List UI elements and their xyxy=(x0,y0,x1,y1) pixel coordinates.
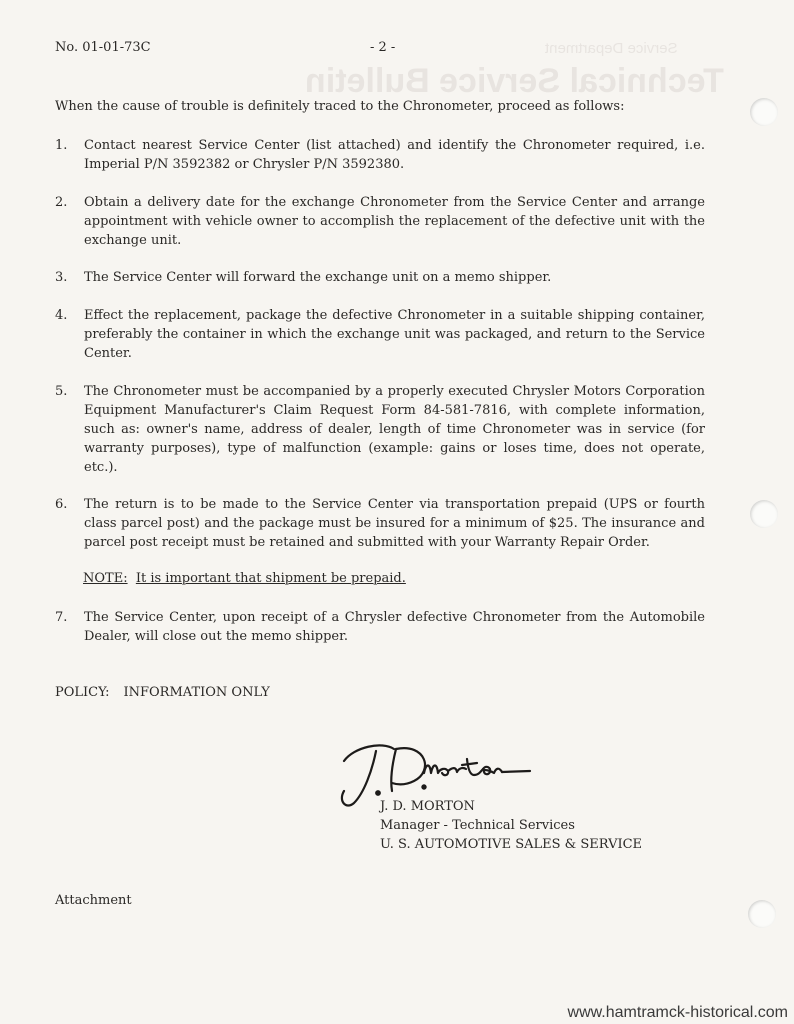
website-watermark: www.hamtramck-historical.com xyxy=(567,1004,788,1021)
policy-label: POLICY: xyxy=(55,685,110,700)
policy-value: INFORMATION ONLY xyxy=(123,685,270,700)
step-text: Effect the replacement, package the defective Chronometer in a suitable shipping container, preferably the container in which the exchange unit was packaged, and return to the Service Center. xyxy=(84,308,705,361)
step-1 xyxy=(55,136,705,174)
step-number: 5. xyxy=(55,384,68,399)
intro-paragraph: When the cause of trouble is definitely traced to the Chronometer, proceed as follows: xyxy=(55,99,625,114)
step-text: The Service Center will forward the exchange unit on a memo shipper. xyxy=(84,270,552,285)
note-text: It is important that shipment be prepaid. xyxy=(135,571,406,586)
step-number: 7. xyxy=(55,610,68,625)
signer-title: Manager - Technical Services xyxy=(380,818,575,833)
step-text: The Chronometer must be accompanied by a properly executed Chrysler Motors Corporation Equipment Manufacturer's Claim Request Form 84-581-7816, with complete information, such as: owner's name, address of dealer, length of time Chronometer was in service (for warranty purposes), type of malfunction (example: gains or loses time, does not operate, etc.). xyxy=(84,384,705,475)
step-text: The Service Center, upon receipt of a Chrysler defective Chronometer from the Automobile Dealer, will close out the memo shipper. xyxy=(84,610,705,644)
page-number: - 2 - xyxy=(370,40,396,55)
signer-name: J. D. MORTON xyxy=(380,799,475,814)
note-label: NOTE: xyxy=(83,571,128,586)
step-number: 2. xyxy=(55,195,68,210)
step-text: Obtain a delivery date for the exchange Chronometer from the Service Center and arrange appointment with vehicle owner to accomplish the replacement of the defective unit with the exchange unit. xyxy=(84,195,705,248)
step-2 xyxy=(55,193,705,250)
bulletin-number: No. 01-01-73C xyxy=(55,40,151,55)
signature-block xyxy=(380,797,642,854)
step-number: 6. xyxy=(55,497,68,512)
bleed-through-dept: Service Department xyxy=(545,40,678,57)
step-5 xyxy=(55,382,705,477)
binder-hole-bottom xyxy=(748,900,776,928)
step-text: Contact nearest Service Center (list attached) and identify the Chronometer required, i.e. Imperial P/N 3592382 or Chrysler P/N 3592380. xyxy=(84,138,705,172)
step-text: The return is to be made to the Service Center via transportation prepaid (UPS or fourth class parcel post) and the package must be insured for a minimum of $25. The insurance and parcel post receipt must be retained and submitted with your Warranty Repair Order. xyxy=(84,497,705,550)
attachment-label: Attachment xyxy=(55,893,132,908)
step-4 xyxy=(55,306,705,363)
step-number: 3. xyxy=(55,270,68,285)
binder-hole-top xyxy=(750,98,778,126)
step-7 xyxy=(55,608,705,646)
note xyxy=(83,571,406,586)
step-6 xyxy=(55,495,705,552)
step-number: 4. xyxy=(55,308,68,323)
policy-line xyxy=(55,685,270,700)
step-number: 1. xyxy=(55,138,68,153)
bleed-through-title: Technical Service Bulletin xyxy=(305,62,724,100)
signer-organization: U. S. AUTOMOTIVE SALES & SERVICE xyxy=(380,837,643,852)
step-3 xyxy=(55,268,705,287)
binder-hole-middle xyxy=(750,500,778,528)
